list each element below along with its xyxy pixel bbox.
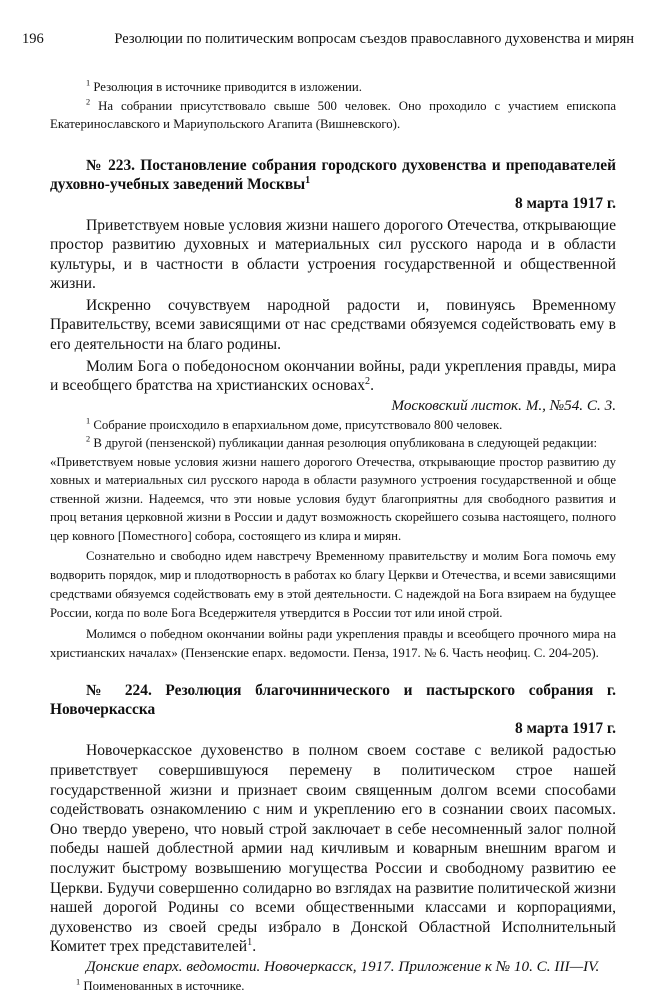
document-223-paragraph-1: Приветствуем новые условия жизни нашего дорогого Отечества, открывающие простор развитию духовных и материальных сил русского народа и в области культуры, и в частности в области устроения государственной и общественной жизни. [50,216,616,293]
document-223-footnote-2-paragraph-2: Сознательно и свободно идем навстречу Временному правительству и молим Бога помочь ему водворить порядок, мир и плодотворность в работах ко благу Церкви и Отечества, и всеми зависящими средствами обязуемся содействовать ему в этой деятельности. С надеждой на Бога взираем на будущее России, когда по воле Бога Вседержителя утвердится в России тот или иной строй. [50,549,616,621]
document-223-date: 8 марта 1917 г. [515,194,616,212]
footnote-mark: 2 [86,435,91,445]
document-224-footnote [50,977,616,995]
footnote-mark: 1 [86,78,91,88]
document-224-date: 8 марта 1917 г. [515,720,616,738]
running-title: Резолюции по политическим вопросам съездов православного духовенства и мирян [114,31,634,47]
paragraph-text: Молим Бога о победоносном окончании войны, ради укрепления правды, мира и всеобщего братства на христианских основах [50,357,616,395]
paragraph-text: Новочеркасское духовенство в полном своем составе с великой радостью приветствует совершившуюся перемену в политическом строе нашей государственной жизни и признает своим священным долгом всеми способами содействовать ознакомлению с ним и укреплению его в сознании своих пасомых. Оно твердо уверено, что новый строй заключает в себе несомненный залог полной победы нашей доблестной армии над кичливым и коварным внешним врагом и послужит быстрому возвышению могущества России и свободному развитию ее Церкви. Будучи совершенно солидарно во взглядах на развитие политической жизни нашей дорогой Родины со всеми общественными классами и корпорациями, духовенство из своей среды избрало в Донской Областной Исполнительный Комитет трех представителей [50,742,616,956]
document-224-heading: № 224. Резолюция благочиннического и пастырского собрания г. Новочеркасска [50,682,616,719]
page-number: 196 [22,31,44,47]
document-223-footnote-2-paragraph-3: Молимся о победном окончании войны ради укрепления правды и всеобщего прочного мира на христианских началах» (Пензенские епарх. ведомости. Пенза, 1917. № 6. Часть неофиц. С. 204-205). [50,627,616,661]
document-223-paragraph-2: Искренно сочувствуем народной радости и, повинуясь Временному Правительству, всеми зависящими от нас средствами обязуемся содействовать ему в его деятельности на благо родины. [50,296,616,354]
document-223-footnote-1 [50,416,616,435]
footnote-text: Резолюция в источнике приводится в изложении. [93,80,362,94]
footnote-mark: 2 [86,97,91,107]
footnote-text: В другой (пензенской) публикации данная резолюция опубликована в следующей редакции: [93,436,597,451]
paragraph-footnote-mark: 2 [365,376,371,388]
document-223-heading [50,156,616,194]
document-223-footnote-2-quote: «Приветствуем новые условия жизни нашего дорогого Отечества, открывающие простор развитию ду ховных и материальных сил русского народа в области разумного устроения государственной и обще ственной жизни. Надеемся, что эти новые условия будут благоприятны для свободного развития и проц ветания церковной жизни в России и дадут возможность скорейшего созыва настоящего, полного цер ковного [Поместного] собора, состоящего из клира и мирян. [50,454,616,543]
document-224-source: Донские епарх. ведомости. Новочеркасск, 1917. Приложение к № 10. С. III—IV. [86,957,600,975]
footnote-text: Собрание происходило в епархиальном доме, присутствовало 800 человек. [93,417,503,432]
document-223-paragraph-3: Молим Бога о победоносном окончании войны, ради укрепления правды, мира и всеобщего братства на христианских основах$^2$. [50,357,616,395]
document-223-footnote-2 [50,434,616,453]
running-header [22,30,634,52]
top-footnote-1 [50,78,616,97]
footnote-mark: 1 [76,977,81,987]
paragraph-footnote-mark: 1 [247,937,253,949]
heading-text: № 223. Постановление собрания городского духовенства и преподавателей духовно-учебных заведений Москвы [50,156,616,193]
footnote-mark: 1 [86,416,91,426]
document-224-paragraph: Новочеркасское духовенство в полном своем составе с великой радостью приветствует совершившуюся перемену в политическом строе нашей государственной жизни и признает своим священным долгом всеми способами содействовать ознакомлению с ним и укреплению его в сознании своих пасомых. Оно твердо уверено, что новый строй заключает в себе несомненный залог полной победы нашей доблестной армии над кичливым и коварным внешним врагом и послужит быстрому возвышению могущества России и свободному развитию ее Церкви. Будучи совершенно солидарно во взглядах на развитие политической жизни нашей дорогой Родины со всеми общественными классами и корпорациями, духовенство из своей среды избрало в Донской Областной Исполнительный Комитет трех представителей$^1$. [50,742,616,956]
footnote-text: Поименованных в источнике. [83,978,245,993]
document-223-source: Московский листок. М., №54. С. 3. [391,396,616,414]
page-content [50,78,616,995]
footnote-text: На собрании присутствовало свыше 500 человек. Оно проходило с участием епископа Екатеринославского и Мариупольского Агапита (Вишневского). [50,98,617,131]
heading-footnote-mark: 1 [305,174,311,186]
top-footnote-2 [50,97,616,134]
